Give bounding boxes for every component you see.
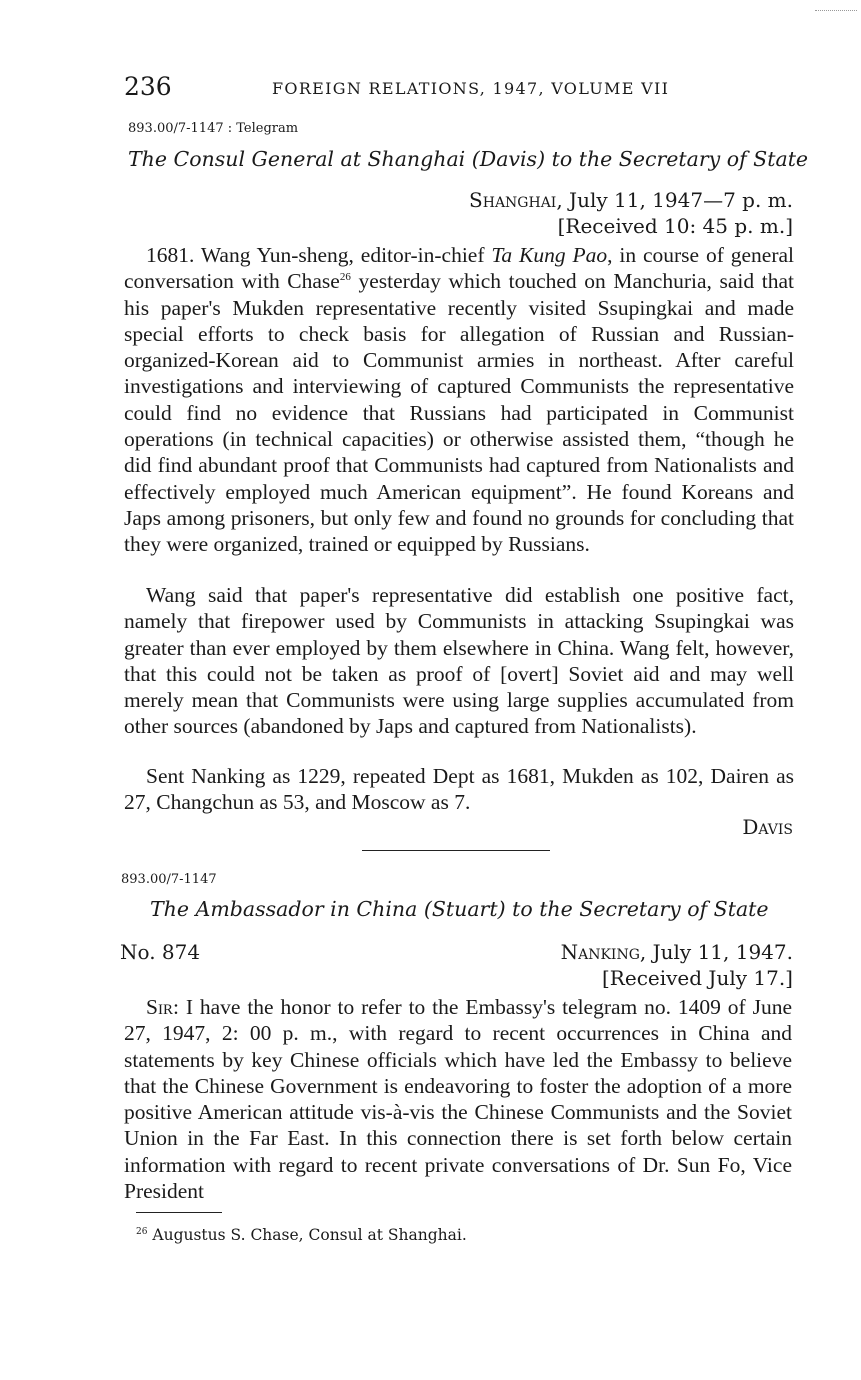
footnote-marker: 26 — [339, 271, 351, 284]
dateline-place: Nanking — [560, 940, 640, 964]
despatch-number: No. 874 — [120, 940, 201, 964]
dateline-2: Nanking, July 11, 1947. — [560, 940, 793, 964]
dateline-1: Shanghai, July 11, 1947—7 p. m. — [469, 188, 793, 212]
document-heading-1: The Consul General at Shanghai (Davis) to the Secretary of State — [128, 147, 809, 171]
footnote-number: 26 — [136, 1226, 148, 1237]
dateline-place: Shanghai — [469, 188, 557, 212]
document-heading-2: The Ambassador in China (Stuart) to the Secretary of State — [150, 897, 769, 921]
file-reference-2: 893.00/7-1147 — [121, 872, 217, 887]
newspaper-title: Ta Kung Pao — [491, 243, 608, 267]
signature-davis: Davis — [742, 815, 793, 839]
heading-sender-name: Stuart — [431, 897, 498, 921]
despatch-paragraph-1: Sir: I have the honor to refer to the Embassy's telegram no. 1409 of June 27, 1947, 2: 00 p. m., with regard to recent occurrences in China and statements by key Chinese officials which have led the Embassy to believe that the Chinese Government is endeavoring to foster the adoption of a more positive American attitude vis-à-vis the Chinese Communists and the Soviet Union in the Far East. In this connection there is set forth below certain information with regard to recent private conversations of Dr. Sun Fo, Vice President — [124, 995, 792, 1204]
received-line-2: [Received July 17.] — [602, 966, 793, 990]
footnote-rule — [136, 1212, 222, 1213]
telegram-paragraph-1: 1681. Wang Yun-sheng, editor-in-chief Ta Kung Pao, in course of general conversation with Chase$^{26}$ yesterday which touched on Manchuria, said that his paper's Mukden representative recently visited Ssupingkai and made special efforts to check basis for allegation of Russian and Russian-organized-Korean aid to Communist armies in northeast. After careful investigations and interviewing of captured Communists the representative could find no evidence that Russians had participated in Communist operations (in technical capacities) or otherwise assisted them, “though he did find abundant proof that Communists had captured from Nationalists and effectively employed much American equipment”. He found Koreans and Japs among prisoners, but only few and found no grounds for concluding that they were organized, trained or equipped by Russians. — [124, 243, 794, 557]
telegram-paragraph-3: Sent Nanking as 1229, repeated Dept as 1681, Mukden as 102, Dairen as 27, Changchun as 53, and Moscow as 7. — [124, 764, 794, 815]
telegram-paragraph-2: Wang said that paper's representative did establish one positive fact, namely that firepower used by Communists in attacking Ssupingkai was greater than ever employed by them elsewhere in China. Wang felt, however, that this could not be taken as proof of [overt] Soviet aid and may well merely mean that Communists were using large supplies accumulated from other sources (abandoned by Japs and captured from Nationalists). — [124, 583, 794, 739]
running-title: FOREIGN RELATIONS, 1947, VOLUME VII — [272, 79, 670, 98]
received-line-1: [Received 10: 45 p. m.] — [557, 214, 793, 238]
heading-sender-name: Davis — [479, 147, 538, 171]
scan-mark — [815, 10, 857, 11]
salutation: Sir — [146, 995, 173, 1019]
file-reference-1: 893.00/7-1147 : Telegram — [128, 121, 299, 136]
page-number: 236 — [124, 72, 172, 101]
section-divider — [362, 850, 550, 851]
footnote-26: $^{26}$ Augustus S. Chase, Consul at Shanghai. — [136, 1226, 467, 1244]
